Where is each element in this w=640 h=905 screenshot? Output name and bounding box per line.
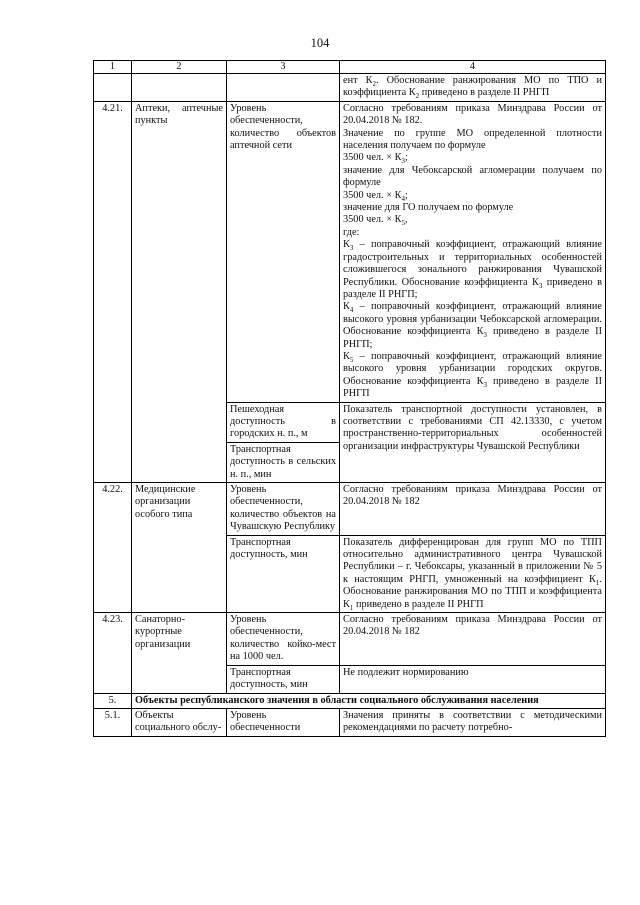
cell-description: Не подлежит нормированию — [340, 665, 606, 693]
cell-num: 4.21. — [94, 101, 132, 482]
cell-description: Значения приняты в соответствии с методическими рекомендациями по расчету потребно- — [340, 708, 606, 736]
cell-description: ент $К_2$. Обоснование ранжирования МО по ТПО и коэффициента $К_2$ приведено в разделе II РНГП — [340, 74, 606, 102]
header-cell: 2 — [132, 61, 227, 74]
table-header-row — [94, 61, 606, 74]
cell-indicator: Транспортная доступность, мин — [227, 535, 340, 612]
desc-line: где: — [343, 226, 360, 238]
norms-table — [93, 60, 606, 737]
cell-indicator: Транспортная доступность в сельских н. п., мин — [227, 442, 340, 482]
cell-name — [132, 74, 227, 102]
desc-line: Значение по группе МО определенной плотности населения получаем по формуле — [343, 127, 602, 152]
table-row — [94, 101, 606, 402]
table-row — [94, 613, 606, 666]
desc-line: 3500 чел. × $К_4$; — [343, 189, 408, 203]
cell-indicator: Пешеходная доступность в городских н. п., м — [227, 402, 340, 442]
cell-name: Санаторно-курортные организации — [132, 613, 227, 693]
header-cell: 1 — [94, 61, 132, 74]
cell-description: Согласно требованиям приказа Минздрава России от 20.04.2018 № 182 — [340, 483, 606, 536]
cell-num: 5.1. — [94, 708, 132, 736]
desc-line: значение для ГО получаем по формуле — [343, 202, 514, 214]
desc-line: Согласно требованиям приказа Минздрава России от 20.04.2018 № 182. — [343, 102, 602, 127]
cell-num: 4.23. — [94, 613, 132, 693]
desc-line: $К_5$ – поправочный коэффициент, отражающий влияние высокого уровня урбанизации городских округов. Обоснование коэффициента $К_3$ приведено в разделе II РНГП — [343, 350, 603, 400]
cell-indicator: Уровень обеспеченности, количество объектов на Чувашскую Республику — [227, 483, 340, 536]
cell-name: Объекты социального обслу- — [132, 708, 227, 736]
cell-indicator: Уровень обеспеченности, количество койко-мест на 1000 чел. — [227, 613, 340, 666]
desc-line: 3500 чел. × $К_5$, — [343, 214, 408, 228]
cell-description — [340, 101, 606, 402]
header-cell: 3 — [227, 61, 340, 74]
cell-indicator: Уровень обеспеченности, количество объектов аптечной сети — [227, 101, 340, 402]
cell-name: Аптеки, аптечные пункты — [132, 101, 227, 482]
cell-indicator: Транспортная доступность, мин — [227, 665, 340, 693]
table-row — [94, 483, 606, 536]
cell-num — [94, 74, 132, 102]
cell-indicator: Уровень обеспеченности — [227, 708, 340, 736]
section-row — [94, 693, 606, 708]
desc-line: значение для Чебоксарской агломерации получаем по формуле — [343, 164, 602, 189]
desc-line: $К_4$ – поправочный коэффициент, отражающий влияние высокого уровня урбанизации Чебоксарской агломерации. Обоснование коэффициента $К_3$ приведено в разделе II РНГП; — [343, 301, 603, 350]
desc-line: 3500 чел. × $К_3$; — [343, 152, 408, 166]
header-cell: 4 — [340, 61, 606, 74]
cell-indicator — [227, 74, 340, 102]
cell-description: Показатель транспортной доступности установлен, в соответствии с требованиями СП 42.13330, с учетом пространственно-территориальных особенностей организации инфраструктуры Чувашской Республики — [340, 402, 606, 482]
page-number: 104 — [310, 36, 330, 50]
cell-name: Медицинские организации особого типа — [132, 483, 227, 613]
cell-num: 5. — [94, 693, 132, 708]
section-title: Объекты республиканского значения в области социального обслуживания населения — [132, 693, 606, 708]
desc-line: $К_3$ – поправочный коэффициент, отражающий влияние градостроительных и территориальных особенностей сложившегося зонального ранжирования Чувашской Республики. Обоснование коэффициента $К_3$ приведено в разделе II РНГП; — [343, 239, 602, 300]
table-row — [94, 74, 606, 102]
table-row — [94, 708, 606, 736]
cell-description: Показатель дифференцирован для групп МО по ТПП относительно административного центра Чувашской Республики – г. Чебоксары, указанный в приложении № 5 к настоящим РНГП, умноженный на коэффициент $К_1$. Обоснование ранжирования МО по ТПП и коэффициента $К_1$ приведено в разделе II РНГП — [340, 535, 606, 612]
cell-num: 4.22. — [94, 483, 132, 613]
cell-description: Согласно требованиям приказа Минздрава России от 20.04.2018 № 182 — [340, 613, 606, 666]
